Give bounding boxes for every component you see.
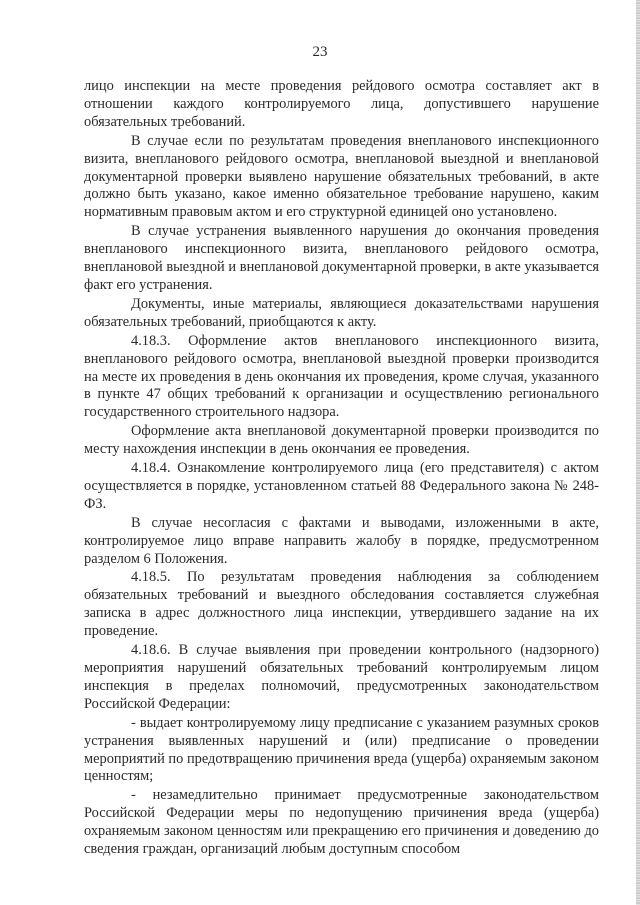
body-text <box>84 78 599 859</box>
paragraph-5: 4.18.3. Оформление актов внепланового инспекционного визита, внепланового рейдового осмотра, внеплановой выездной проверки производится на месте их проведения в день окончания их проведения, кроме случая, указанного в пункте 47 общих требований к организации и осуществлению регионального государственного строительного надзора. <box>84 332 599 421</box>
paragraph-2: В случае если по результатам проведения внепланового инспекционного визита, внепланового рейдового осмотра, внеплановой выездной и внеплановой документарной проверки выявлено нарушение обязательных требований, в акте должно быть указано, какое именно обязательное требование нарушено, каким нормативным правовым актом и его структурной единицей оно установлено. <box>84 132 599 221</box>
page-number: 23 <box>312 44 328 60</box>
paragraph-9: 4.18.5. По результатам проведения наблюдения за соблюдением обязательных требований и выездного обследования составляется служебная записка в адрес должностного лица инспекции, утвердившего задание на их проведение. <box>84 569 599 640</box>
paragraph-7: 4.18.4. Ознакомление контролируемого лица (его представителя) с актом осуществляется в порядке, установленном статьей 88 Федерального закона № 248-ФЗ. <box>84 460 599 512</box>
scan-edge <box>636 0 640 905</box>
paragraph-10: 4.18.6. В случае выявления при проведении контрольного (надзорного) мероприятия нарушений обязательных требований контролируемым лицом инспекция в пределах полномочий, предусмотренных законодательством Российской Федерации: <box>84 642 599 712</box>
paragraph-1: лицо инспекции на месте проведения рейдового осмотра составляет акт в отношении каждого контролируемого лица, допустившего нарушение обязательных требований. <box>84 78 599 130</box>
paragraph-8: В случае несогласия с фактами и выводами, изложенными в акте, контролируемое лицо вправе направить жалобу в порядке, предусмотренном разделом 6 Положения. <box>84 514 599 567</box>
paragraph-11: - выдает контролируемому лицу предписание с указанием разумных сроков устранения выявленных нарушений и (или) предписание о проведении мероприятий по предотвращению причинения вреда (ущерба) охраняемым законом ценностям; <box>84 714 599 785</box>
paragraph-3: В случае устранения выявленного нарушения до окончания проведения внепланового инспекционного визита, внепланового рейдового осмотра, внеплановой выездной и внеплановой документарной проверки, в акте указывается факт его устранения. <box>84 223 599 293</box>
paragraph-6: Оформление акта внеплановой документарной проверки производится по месту нахождения инспекции в день окончания ее проведения. <box>84 423 599 458</box>
paragraph-12: - незамедлительно принимает предусмотренные законодательством Российской Федерации меры по недопущению причинения вреда (ущерба) охраняемым законом ценностям или прекращению его причинения и доведению до сведения граждан, организаций любым доступным способом <box>84 787 599 858</box>
paragraph-4: Документы, иные материалы, являющиеся доказательствами нарушения обязательных требований, приобщаются к акту. <box>84 295 599 330</box>
